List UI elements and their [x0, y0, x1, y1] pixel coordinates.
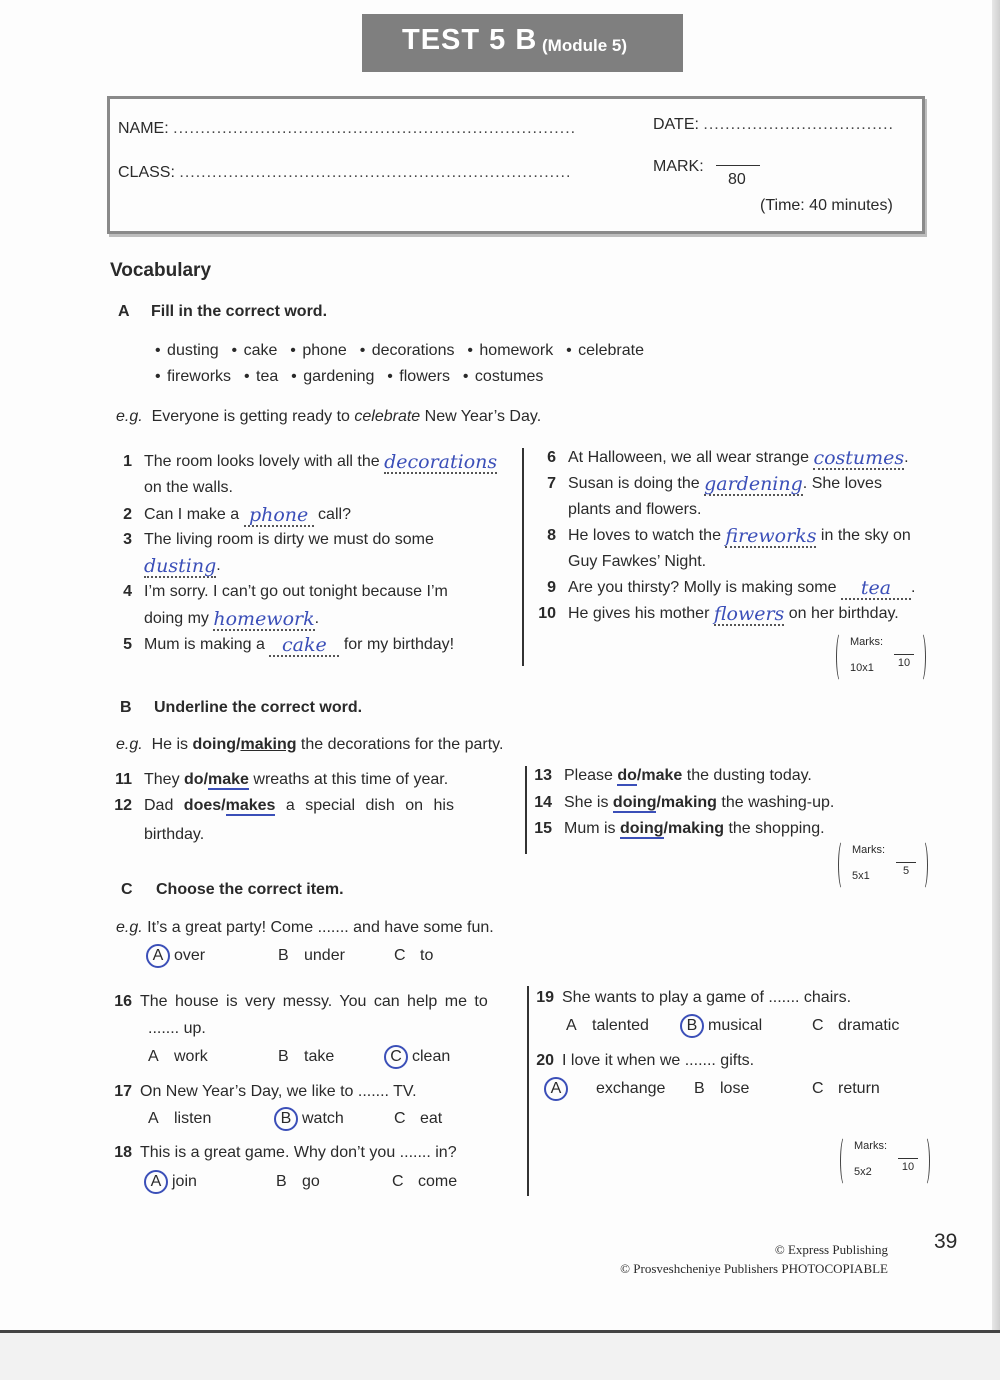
text: She wants to play a game of ....... chairs. [562, 989, 852, 1006]
circled-answer: A [544, 1077, 568, 1101]
text: take [304, 1048, 335, 1065]
module-label: (Module 5) [542, 36, 627, 55]
class-label: CLASS: [118, 164, 175, 181]
text: Mum is [564, 820, 620, 837]
text: B [694, 1080, 705, 1097]
publisher-credit-2: © Prosveshcheniye Publishers PHOTOCOPIABLE [620, 1261, 888, 1276]
text: They [144, 771, 185, 788]
text: I’m sorry. I can’t go out tonight because I’m [144, 583, 448, 600]
date-field [653, 115, 894, 135]
question-4 [110, 582, 448, 602]
text: B [278, 1048, 289, 1065]
question-12-cont: birthday. [144, 826, 205, 843]
text: dramatic [838, 1017, 900, 1034]
word-bank-item: flowers [399, 368, 450, 385]
example-label: e.g. [116, 408, 143, 425]
question-12 [110, 796, 454, 816]
text: on her birthday. [784, 605, 899, 622]
section-b-instruction: Underline the correct word. [154, 699, 363, 716]
left-bracket [838, 840, 847, 890]
handwritten-answer: flowers [713, 603, 785, 625]
text: doing/ [192, 736, 241, 753]
question-5 [110, 635, 454, 657]
text: listen [174, 1110, 212, 1127]
question-18 [110, 1143, 457, 1163]
question-7-cont: plants and flowers. [568, 501, 702, 518]
left-bracket [840, 1136, 849, 1186]
text: go [302, 1173, 320, 1190]
text: exchange [596, 1080, 666, 1097]
question-8-cont: Guy Fawkes’ Night. [568, 553, 707, 570]
text: 11 [115, 771, 132, 788]
handwritten-answer: gardening [704, 473, 803, 495]
marks-label: Marks: [850, 636, 883, 648]
text: talented [592, 1017, 649, 1034]
text: C [394, 1110, 406, 1127]
text: At Halloween, we all wear strange [568, 449, 814, 466]
word-bank-item: decorations [371, 342, 455, 359]
text: I love it when we ....... gifts. [562, 1052, 755, 1069]
underlined-answer: make [208, 771, 249, 788]
text: eat [420, 1110, 443, 1127]
question-18-options [144, 1170, 457, 1194]
text: 18 [114, 1144, 132, 1161]
question-16-cont: ....... up. [148, 1020, 206, 1037]
text: 12 [114, 797, 132, 814]
handwritten-answer: costumes [813, 447, 905, 469]
question-11 [110, 770, 448, 790]
word-bank-item: homework [479, 342, 554, 359]
underlined-answer: doing [612, 794, 657, 811]
text: A [148, 1048, 159, 1065]
underlined-answer: doing [620, 820, 664, 837]
handwritten-answer: dusting [144, 555, 217, 577]
text: the dusting today. [682, 767, 812, 784]
text: come [418, 1173, 458, 1190]
question-13 [530, 766, 812, 786]
text: B [276, 1173, 287, 1190]
page-number: 39 [934, 1230, 958, 1253]
text: 19 [536, 989, 554, 1006]
text: He is [151, 736, 193, 753]
section-a-letter: A [118, 303, 130, 320]
text: 5 [123, 636, 132, 653]
text: a special dish on his [275, 797, 454, 814]
question-8 [534, 526, 911, 548]
handwritten-answer: decorations [384, 451, 498, 473]
text: The house is very messy. You can help me to [140, 993, 488, 1010]
text: She is [564, 794, 613, 811]
text: . [216, 557, 221, 574]
text: Dad [144, 797, 184, 814]
marks-total: 10 [894, 654, 914, 669]
column-divider [525, 766, 527, 854]
text: 15 [534, 820, 552, 837]
example-c-options [146, 944, 433, 968]
right-bracket [919, 840, 928, 890]
underlined-answer: do [617, 767, 637, 784]
text: C [392, 1173, 404, 1190]
text: musical [708, 1017, 763, 1034]
text: 6 [547, 449, 556, 466]
question-4-cont [144, 609, 319, 631]
name-dots: .......................................................................... [173, 120, 577, 137]
text: He gives his mother [568, 605, 714, 622]
text: 14 [534, 794, 552, 811]
marks-box-b [838, 840, 928, 890]
question-17 [110, 1082, 417, 1102]
text: the decorations for the party. [296, 736, 504, 753]
right-bracket [917, 632, 926, 682]
circled-answer: A [144, 1170, 168, 1194]
text: making [240, 736, 297, 753]
text: watch [302, 1110, 344, 1127]
circled-answer: C [384, 1045, 408, 1069]
word-bank-item: cake [243, 342, 278, 359]
text: C [812, 1017, 824, 1034]
marks-per-item: 10x1 [850, 662, 874, 674]
text: return [838, 1080, 880, 1097]
text: 9 [547, 579, 556, 596]
text: e.g. [116, 919, 143, 936]
text: 8 [547, 527, 556, 544]
word-bank-item: tea [256, 368, 279, 385]
text: It’s a great party! Come ....... and have some fun. [147, 919, 494, 936]
date-label: DATE: [653, 116, 699, 133]
question-9 [534, 578, 915, 600]
question-16-options [148, 1045, 450, 1069]
text: 1 [123, 453, 132, 470]
example-text: Everyone is getting ready to [151, 408, 355, 425]
text: over [174, 947, 206, 964]
text: Please [564, 767, 618, 784]
text: . She loves [802, 475, 882, 492]
text: for my birthday! [339, 636, 455, 653]
marks-total: 5 [896, 862, 916, 877]
marks-total: 10 [898, 1158, 918, 1173]
example-b [116, 735, 503, 755]
question-16 [110, 992, 488, 1012]
marks-label: Marks: [852, 844, 885, 856]
text: Can I make a [144, 506, 244, 523]
right-bracket [921, 1136, 930, 1186]
text: 13 [534, 767, 552, 784]
section-c-instruction: Choose the correct item. [156, 881, 344, 898]
example-c [116, 918, 494, 938]
word-bank-item: fireworks [167, 368, 232, 385]
test-title-banner [362, 14, 683, 72]
marks-per-item: 5x2 [854, 1166, 872, 1178]
text: C [394, 947, 406, 964]
text: lose [720, 1080, 750, 1097]
marks-label: Marks: [854, 1140, 887, 1152]
example-a [116, 407, 541, 427]
text: 16 [114, 993, 132, 1010]
section-title: Vocabulary [110, 260, 212, 281]
text: /making [663, 820, 725, 837]
text: /make [636, 767, 683, 784]
text: 17 [114, 1083, 132, 1100]
word-bank-item: dusting [167, 342, 219, 359]
text: A [566, 1017, 577, 1034]
text: The living room is dirty we must do some [144, 531, 434, 548]
test-title: TEST 5 B [402, 24, 538, 56]
publisher-credit-1: © Express Publishing [774, 1242, 888, 1257]
question-1 [110, 452, 497, 474]
underlined-answer: makes [225, 797, 276, 814]
text: wreaths at this time of year. [248, 771, 449, 788]
question-7 [534, 474, 882, 496]
student-info-box [107, 96, 925, 234]
marks-box-c [840, 1136, 930, 1186]
scan-edge-bottom [0, 1330, 1000, 1380]
question-3-cont [144, 556, 221, 578]
text: 20 [536, 1052, 554, 1069]
text: 3 [123, 531, 132, 548]
text: He loves to watch the [568, 527, 726, 544]
text: . [910, 579, 916, 596]
text: A [148, 1110, 159, 1127]
question-17-options [148, 1107, 442, 1131]
example-word: celebrate [354, 408, 421, 425]
text: does/ [183, 797, 226, 814]
marks-per-item: 5x1 [852, 870, 870, 882]
handwritten-answer: cake [269, 635, 339, 657]
question-10 [534, 604, 899, 626]
circled-answer: A [146, 944, 170, 968]
text: 10 [538, 605, 556, 622]
question-6 [534, 448, 909, 470]
time-limit: (Time: 40 minutes) [760, 197, 893, 214]
text: work [174, 1048, 208, 1065]
handwritten-answer: homework [213, 608, 315, 630]
text: 4 [123, 583, 132, 600]
text: Are you thirsty? Molly is making some [568, 579, 841, 596]
text: 2 [123, 506, 132, 523]
date-dots: ................................... [703, 116, 894, 133]
handwritten-answer: phone [244, 505, 314, 527]
name-label: NAME: [118, 120, 169, 137]
circled-answer: B [274, 1107, 298, 1131]
column-divider [527, 986, 529, 1196]
text: The room looks lovely with all the [144, 453, 385, 470]
text: the washing-up. [716, 794, 835, 811]
question-19-options [566, 1014, 899, 1038]
text: under [304, 947, 345, 964]
text: C [812, 1080, 824, 1097]
text: This is a great game. Why don’t you ....... in? [140, 1144, 457, 1161]
text: Susan is doing the [568, 475, 705, 492]
text: doing my [144, 610, 214, 627]
column-divider [522, 448, 524, 666]
text: in the sky on [816, 527, 911, 544]
example-text: New Year’s Day. [420, 408, 542, 425]
text: . [904, 449, 909, 466]
text: the shopping. [724, 820, 825, 837]
circled-answer: B [680, 1014, 704, 1038]
question-3 [110, 530, 434, 550]
text: clean [412, 1048, 451, 1065]
word-bank-item: costumes [474, 368, 544, 385]
question-15 [530, 819, 825, 839]
section-a-instruction: Fill in the correct word. [151, 303, 328, 320]
text: e.g. [116, 736, 143, 753]
word-bank-row-2: • fireworks • tea • gardening • flowers • costumes [155, 368, 544, 385]
question-20 [532, 1051, 754, 1071]
section-b-letter: B [120, 699, 132, 716]
text: do/ [184, 771, 209, 788]
word-bank-item: gardening [303, 368, 375, 385]
text: call? [313, 506, 351, 523]
text: to [420, 947, 434, 964]
question-14 [530, 793, 834, 813]
text: . [314, 610, 320, 627]
question-20-options [544, 1077, 880, 1101]
question-1-cont: on the walls. [144, 479, 233, 496]
text: Mum is making a [144, 636, 270, 653]
text: On New Year’s Day, we like to ....... TV. [140, 1083, 417, 1100]
word-bank-row-1: • dusting • cake • phone • decorations • homework • celebrate [155, 342, 644, 359]
section-c-letter: C [121, 881, 133, 898]
word-bank-item: phone [302, 342, 347, 359]
mark-label: MARK: [653, 158, 704, 175]
name-field [118, 119, 576, 139]
marks-box-a [836, 632, 926, 682]
question-2 [110, 505, 351, 527]
handwritten-answer: fireworks [725, 525, 817, 547]
class-dots: ........................................................................ [179, 164, 572, 181]
left-bracket [836, 632, 845, 682]
text: B [278, 947, 289, 964]
mark-total: 80 [728, 171, 746, 188]
word-bank-item: celebrate [578, 342, 644, 359]
class-field [118, 163, 571, 183]
text: join [172, 1173, 197, 1190]
text: /making [656, 794, 717, 811]
question-19 [532, 988, 851, 1008]
handwritten-answer: tea [841, 578, 911, 600]
scan-edge-right [992, 0, 1000, 1377]
text: 7 [547, 475, 556, 492]
mark-fraction-line [716, 165, 760, 166]
